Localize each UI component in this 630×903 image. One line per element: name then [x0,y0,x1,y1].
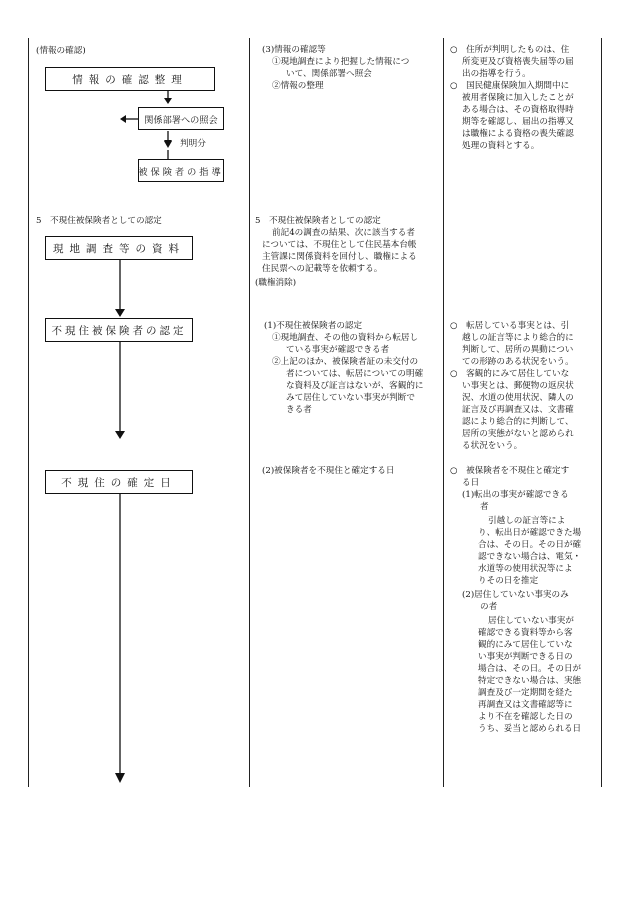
box-inquiry: 関係部署への照会 [138,107,224,130]
note-line: 越しの証言等により総合的に [462,333,574,343]
note-line: い事実が判断できる日の [478,652,573,662]
note-line: (1)転出の事実が確認できる [462,490,569,500]
note-line: 確認できる資料等から客 [478,628,573,638]
note-line: 認できない場合は、電気・ [478,552,582,562]
note-line: りその日を推定 [478,576,539,586]
note-line: 再調査又は文書確認等に [478,700,573,710]
col2-info-line: (3)情報の確認等 [262,45,326,55]
col2-date: (2)被保険者を不現住と確定する日 [262,466,395,476]
note-line: 況、水道の使用状況、隣人の [462,393,574,403]
note-line: 被用者保険に加入したことが [462,93,574,103]
flow-arrow-nonres [113,341,127,441]
col2-section5-line: 住民票への記載等を依頼する。 [262,264,383,274]
box-info-check: 情報の確認整理 [45,67,215,91]
col2-info-line: ①現地調査により把握した情報につ [272,57,410,67]
note-line: は職権による資格の喪失確認 [462,129,574,139]
note-line: の者 [480,602,498,612]
note-line: 出の指導を行う。 [462,69,531,79]
flow-arrow-date [113,493,127,785]
note-line: 期等を確認し、届出の指導又 [462,117,574,127]
found-label: 判明分 [180,139,206,149]
note-line: ○ 客観的にみて居住していな [450,369,570,379]
col2-info-line: ②情報の整理 [272,81,324,91]
note-line: 水道等の使用状況等によ [478,564,573,574]
column-divider-right [601,38,602,787]
note-line: い事実とは、郵便物の返戻状 [462,381,574,391]
note-line: 者 [480,502,489,512]
column-divider-left [28,38,29,787]
col2-info-line: いて、関係部署へ照会 [286,69,372,79]
note-line: 調査及び一定期間を経た [478,688,573,698]
note-line: 居住していない事実が [488,616,574,626]
note-line: ○ 国民健康保険加入期間中に [450,81,570,91]
note-line: 合は、その日。その日が確 [478,540,582,550]
col2-section5-line: (職権消除) [255,278,297,288]
box-nonresident-recognition: 不現住被保険者の認定 [45,318,193,342]
note-line: 場合は、その日。その日が [478,664,582,674]
note-line: 引越しの証言等によ [488,516,566,526]
note-line: 観的にみて居住していな [478,640,573,650]
note-line: ○ 住所が判明したものは、住 [450,45,570,55]
col2-section5-line: 5 不現住被保険者としての認定 [255,216,381,226]
note-line: 居所の実態がないと認められ [462,429,574,439]
note-line: (2)居住していない事実のみ [462,590,569,600]
note-line: 証言及び再調査又は、文書確 [462,405,574,415]
col2-nonres-line: ①現地調査、その他の資料から転居し [272,333,419,343]
note-line: ある場合は、その資格取得時 [462,105,574,115]
note-line: より不在を確認した日の [478,712,573,722]
col2-nonres-line: 者については、転居についての明確 [286,369,424,379]
found-arrow-icon [162,139,174,151]
note-line: ○ 転居している事実とは、引 [450,321,570,331]
note-line: ての形跡のある状況をいう。 [462,357,574,367]
col2-nonres-line: (1)不現住被保険者の認定 [264,321,363,331]
section5-label: 5 不現住被保険者としての認定 [36,216,162,226]
box-guidance: 被保険者の指導 [138,159,224,182]
col2-nonres-line: な資料及び証言はないが、客観的に [286,381,424,391]
box-confirm-date: 不現住の確定日 [45,470,193,494]
col2-nonres-line: きる者 [286,405,312,415]
col2-nonres-line: ②上記のほか、被保険者証の未交付の [272,357,419,367]
col2-section5-line: 前記4の調査の結果、次に該当する者 [272,228,415,238]
box-survey-materials: 現地調査等の資料 [45,236,193,260]
section-intro-label: (情報の確認) [36,46,86,56]
note-line: 認により総合的に判断して、 [462,417,574,427]
note-line: り、転出日が確認できた場 [478,528,582,538]
note-line: 特定できない場合は、実態 [478,676,582,686]
col2-section5-line: 主管課に関係資料を回付し、職権による [262,252,417,262]
note-line: 所変更及び資格喪失届等の届 [462,57,574,67]
column-divider-2 [443,38,444,787]
col2-nonres-line: みて居住していない事実が判断で [286,393,415,403]
flow-arrow-survey [113,259,127,319]
col2-section5-line: については、不現住として住民基本台帳 [262,240,417,250]
note-line: る状況をいう。 [462,441,523,451]
note-line: ○ 被保険者を不現住と確定す [450,466,570,476]
note-line: うち、妥当と認められる日 [478,724,582,734]
note-line: る日 [462,478,480,488]
note-line: 判断して、居所の異動につい [462,345,574,355]
col2-nonres-line: ている事実が確認できる者 [286,345,390,355]
note-line: 処理の資料とする。 [462,141,540,151]
